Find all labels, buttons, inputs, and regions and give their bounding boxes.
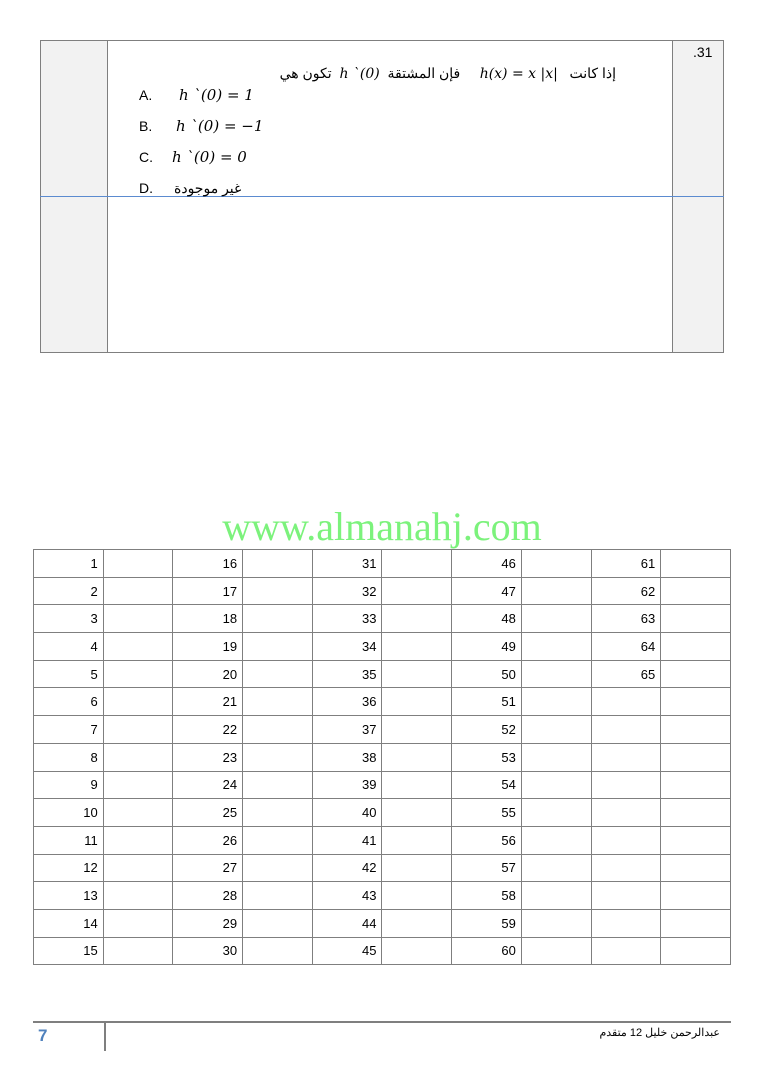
grid-number-cell: 42 bbox=[312, 854, 382, 882]
grid-answer-cell[interactable] bbox=[103, 799, 173, 827]
grid-answer-cell[interactable] bbox=[661, 577, 731, 605]
grid-number-cell: 8 bbox=[34, 743, 104, 771]
option-d[interactable] bbox=[139, 180, 241, 197]
grid-answer-cell[interactable] bbox=[661, 937, 731, 965]
grid-answer-cell[interactable] bbox=[103, 688, 173, 716]
grid-number-cell: 56 bbox=[452, 826, 522, 854]
stem-middle: فإن المشتقة bbox=[387, 65, 461, 81]
grid-number-cell bbox=[591, 882, 661, 910]
grid-number-cell: 40 bbox=[312, 799, 382, 827]
grid-answer-cell[interactable] bbox=[243, 937, 313, 965]
grid-row bbox=[34, 605, 731, 633]
grid-row bbox=[34, 577, 731, 605]
grid-number-cell: 52 bbox=[452, 716, 522, 744]
grid-row bbox=[34, 688, 731, 716]
grid-number-cell: 41 bbox=[312, 826, 382, 854]
grid-answer-cell[interactable] bbox=[382, 771, 452, 799]
grid-number-cell: 9 bbox=[34, 771, 104, 799]
grid-answer-cell[interactable] bbox=[103, 937, 173, 965]
grid-row bbox=[34, 937, 731, 965]
grid-answer-cell[interactable] bbox=[382, 660, 452, 688]
grid-answer-cell[interactable] bbox=[243, 799, 313, 827]
grid-answer-cell[interactable] bbox=[521, 854, 591, 882]
grid-answer-cell[interactable] bbox=[661, 799, 731, 827]
grid-number-cell: 24 bbox=[173, 771, 243, 799]
grid-answer-cell[interactable] bbox=[103, 605, 173, 633]
grid-answer-cell[interactable] bbox=[103, 882, 173, 910]
stem-derivative: h `(0) bbox=[339, 66, 380, 82]
grid-row bbox=[34, 660, 731, 688]
grid-number-cell: 47 bbox=[452, 577, 522, 605]
question-stem bbox=[280, 65, 616, 82]
grid-answer-cell[interactable] bbox=[382, 854, 452, 882]
grid-number-cell: 1 bbox=[34, 550, 104, 578]
grid-answer-cell[interactable] bbox=[661, 743, 731, 771]
grid-number-cell: 60 bbox=[452, 937, 522, 965]
grid-number-cell: 29 bbox=[173, 909, 243, 937]
grid-row bbox=[34, 633, 731, 661]
grid-answer-cell[interactable] bbox=[521, 799, 591, 827]
grid-answer-cell[interactable] bbox=[521, 743, 591, 771]
grid-number-cell: 15 bbox=[34, 937, 104, 965]
grid-number-cell: 16 bbox=[173, 550, 243, 578]
grid-number-cell bbox=[591, 854, 661, 882]
grid-number-cell bbox=[591, 909, 661, 937]
grid-answer-cell[interactable] bbox=[661, 854, 731, 882]
option-c[interactable] bbox=[139, 148, 247, 166]
grid-number-cell bbox=[591, 743, 661, 771]
grid-number-cell: 39 bbox=[312, 771, 382, 799]
grid-answer-cell[interactable] bbox=[661, 660, 731, 688]
grid-number-cell bbox=[591, 799, 661, 827]
grid-number-cell: 14 bbox=[34, 909, 104, 937]
grid-answer-cell[interactable] bbox=[382, 743, 452, 771]
grid-answer-cell[interactable] bbox=[243, 577, 313, 605]
grid-answer-cell[interactable] bbox=[103, 577, 173, 605]
grid-answer-cell[interactable] bbox=[243, 716, 313, 744]
grid-answer-cell[interactable] bbox=[243, 771, 313, 799]
footer-line bbox=[33, 1021, 731, 1023]
grid-row bbox=[34, 826, 731, 854]
grid-answer-cell[interactable] bbox=[521, 771, 591, 799]
grid-number-cell: 25 bbox=[173, 799, 243, 827]
grid-answer-cell[interactable] bbox=[661, 882, 731, 910]
grid-answer-cell[interactable] bbox=[661, 909, 731, 937]
grid-number-cell: 43 bbox=[312, 882, 382, 910]
grid-answer-cell[interactable] bbox=[103, 550, 173, 578]
grid-answer-cell[interactable] bbox=[382, 688, 452, 716]
grid-number-cell: 4 bbox=[34, 633, 104, 661]
grid-number-cell bbox=[591, 716, 661, 744]
grid-answer-cell[interactable] bbox=[243, 688, 313, 716]
grid-answer-cell[interactable] bbox=[661, 633, 731, 661]
grid-number-cell: 46 bbox=[452, 550, 522, 578]
option-d-letter: D. bbox=[139, 180, 153, 196]
grid-number-cell: 38 bbox=[312, 743, 382, 771]
grid-number-cell bbox=[591, 826, 661, 854]
grid-number-cell: 26 bbox=[173, 826, 243, 854]
grid-answer-cell[interactable] bbox=[382, 799, 452, 827]
grid-answer-cell[interactable] bbox=[521, 826, 591, 854]
grid-number-cell: 27 bbox=[173, 854, 243, 882]
grid-answer-cell[interactable] bbox=[103, 660, 173, 688]
option-b-letter: B. bbox=[139, 118, 153, 134]
option-c-letter: C. bbox=[139, 149, 153, 165]
grid-answer-cell[interactable] bbox=[382, 577, 452, 605]
grid-answer-cell[interactable] bbox=[382, 826, 452, 854]
grid-answer-cell[interactable] bbox=[243, 550, 313, 578]
grid-answer-cell[interactable] bbox=[382, 882, 452, 910]
grid-number-cell: 44 bbox=[312, 909, 382, 937]
grid-number-cell: 11 bbox=[34, 826, 104, 854]
grid-number-cell: 64 bbox=[591, 633, 661, 661]
watermark: www.almanahj.com bbox=[222, 504, 542, 549]
grid-answer-cell[interactable] bbox=[661, 550, 731, 578]
grid-answer-cell[interactable] bbox=[521, 909, 591, 937]
grid-answer-cell[interactable] bbox=[103, 633, 173, 661]
grid-number-cell: 36 bbox=[312, 688, 382, 716]
option-a[interactable] bbox=[139, 86, 254, 104]
grid-number-cell: 5 bbox=[34, 660, 104, 688]
grid-number-cell: 21 bbox=[173, 688, 243, 716]
grid-answer-cell[interactable] bbox=[382, 605, 452, 633]
grid-answer-cell[interactable] bbox=[382, 937, 452, 965]
grid-number-cell: 54 bbox=[452, 771, 522, 799]
grid-number-cell: 35 bbox=[312, 660, 382, 688]
option-b-value: h `(0) = −1 bbox=[176, 117, 264, 135]
page-number: 7 bbox=[38, 1026, 48, 1045]
grid-answer-cell[interactable] bbox=[243, 660, 313, 688]
grid-answer-cell[interactable] bbox=[243, 882, 313, 910]
option-c-value: h `(0) = 0 bbox=[172, 148, 247, 166]
grid-number-cell: 59 bbox=[452, 909, 522, 937]
grid-number-cell: 32 bbox=[312, 577, 382, 605]
grid-answer-cell[interactable] bbox=[382, 633, 452, 661]
grid-number-cell: 2 bbox=[34, 577, 104, 605]
grid-answer-cell[interactable] bbox=[521, 688, 591, 716]
grid-answer-cell[interactable] bbox=[521, 633, 591, 661]
grid-number-cell: 19 bbox=[173, 633, 243, 661]
grid-number-cell: 48 bbox=[452, 605, 522, 633]
grid-number-cell: 34 bbox=[312, 633, 382, 661]
option-b[interactable] bbox=[139, 117, 263, 135]
grid-number-cell: 17 bbox=[173, 577, 243, 605]
grid-answer-cell[interactable] bbox=[521, 716, 591, 744]
grid-answer-cell[interactable] bbox=[521, 660, 591, 688]
grid-number-cell: 57 bbox=[452, 854, 522, 882]
grid-number-cell: 37 bbox=[312, 716, 382, 744]
grid-number-cell: 50 bbox=[452, 660, 522, 688]
grid-answer-cell[interactable] bbox=[382, 716, 452, 744]
grid-answer-cell[interactable] bbox=[103, 854, 173, 882]
grid-answer-cell[interactable] bbox=[103, 909, 173, 937]
grid-answer-cell[interactable] bbox=[103, 771, 173, 799]
grid-answer-cell[interactable] bbox=[661, 605, 731, 633]
grid-row bbox=[34, 550, 731, 578]
grid-answer-cell[interactable] bbox=[243, 605, 313, 633]
grid-row bbox=[34, 716, 731, 744]
grid-answer-cell[interactable] bbox=[243, 909, 313, 937]
grid-number-cell: 49 bbox=[452, 633, 522, 661]
grid-number-cell: 62 bbox=[591, 577, 661, 605]
grid-answer-cell[interactable] bbox=[103, 716, 173, 744]
grid-answer-cell[interactable] bbox=[521, 577, 591, 605]
grid-number-cell: 45 bbox=[312, 937, 382, 965]
grid-number-cell: 3 bbox=[34, 605, 104, 633]
answer-grid bbox=[33, 549, 731, 965]
grid-answer-cell[interactable] bbox=[243, 826, 313, 854]
grid-number-cell: 13 bbox=[34, 882, 104, 910]
grid-answer-cell[interactable] bbox=[103, 826, 173, 854]
grid-number-cell: 30 bbox=[173, 937, 243, 965]
stem-prefix: إذا كانت bbox=[569, 65, 616, 81]
grid-number-cell: 61 bbox=[591, 550, 661, 578]
grid-row bbox=[34, 909, 731, 937]
grid-number-cell: 12 bbox=[34, 854, 104, 882]
grid-answer-cell[interactable] bbox=[382, 550, 452, 578]
grid-number-cell bbox=[591, 937, 661, 965]
grid-answer-cell[interactable] bbox=[661, 688, 731, 716]
grid-answer-cell[interactable] bbox=[243, 743, 313, 771]
grid-number-cell: 51 bbox=[452, 688, 522, 716]
grid-number-cell: 31 bbox=[312, 550, 382, 578]
grid-row bbox=[34, 799, 731, 827]
grid-answer-cell[interactable] bbox=[243, 854, 313, 882]
grid-answer-cell[interactable] bbox=[661, 716, 731, 744]
stem-suffix: تكون هي bbox=[279, 65, 332, 81]
grid-answer-cell[interactable] bbox=[103, 743, 173, 771]
grid-number-cell: 18 bbox=[173, 605, 243, 633]
grid-number-cell: 20 bbox=[173, 660, 243, 688]
grid-row bbox=[34, 882, 731, 910]
grid-number-cell: 6 bbox=[34, 688, 104, 716]
option-a-letter: A. bbox=[139, 87, 153, 103]
footer-separator bbox=[104, 1023, 106, 1051]
option-a-value: h `(0) = 1 bbox=[179, 86, 254, 104]
option-d-value: غير موجودة bbox=[174, 180, 242, 196]
stem-function: h(x) = x |x| bbox=[479, 66, 558, 82]
grid-answer-cell[interactable] bbox=[521, 605, 591, 633]
footer-author: عبدالرحمن خليل 12 متقدم bbox=[599, 1027, 720, 1039]
grid-number-cell: 55 bbox=[452, 799, 522, 827]
grid-number-cell: 28 bbox=[173, 882, 243, 910]
grid-answer-cell[interactable] bbox=[521, 882, 591, 910]
grid-answer-cell[interactable] bbox=[382, 909, 452, 937]
grid-row bbox=[34, 854, 731, 882]
grid-number-cell bbox=[591, 771, 661, 799]
grid-number-cell: 7 bbox=[34, 716, 104, 744]
grid-answer-cell[interactable] bbox=[521, 550, 591, 578]
grid-number-cell bbox=[591, 688, 661, 716]
grid-number-cell: 65 bbox=[591, 660, 661, 688]
grid-number-cell: 63 bbox=[591, 605, 661, 633]
grid-answer-cell[interactable] bbox=[661, 771, 731, 799]
grid-number-cell: 53 bbox=[452, 743, 522, 771]
grid-number-cell: 33 bbox=[312, 605, 382, 633]
grid-answer-cell[interactable] bbox=[661, 826, 731, 854]
grid-number-cell: 22 bbox=[173, 716, 243, 744]
grid-number-cell: 23 bbox=[173, 743, 243, 771]
grid-answer-cell[interactable] bbox=[521, 937, 591, 965]
grid-row bbox=[34, 743, 731, 771]
grid-row bbox=[34, 771, 731, 799]
grid-answer-cell[interactable] bbox=[243, 633, 313, 661]
grid-number-cell: 10 bbox=[34, 799, 104, 827]
question-number: .31 bbox=[693, 44, 713, 60]
grid-number-cell: 58 bbox=[452, 882, 522, 910]
